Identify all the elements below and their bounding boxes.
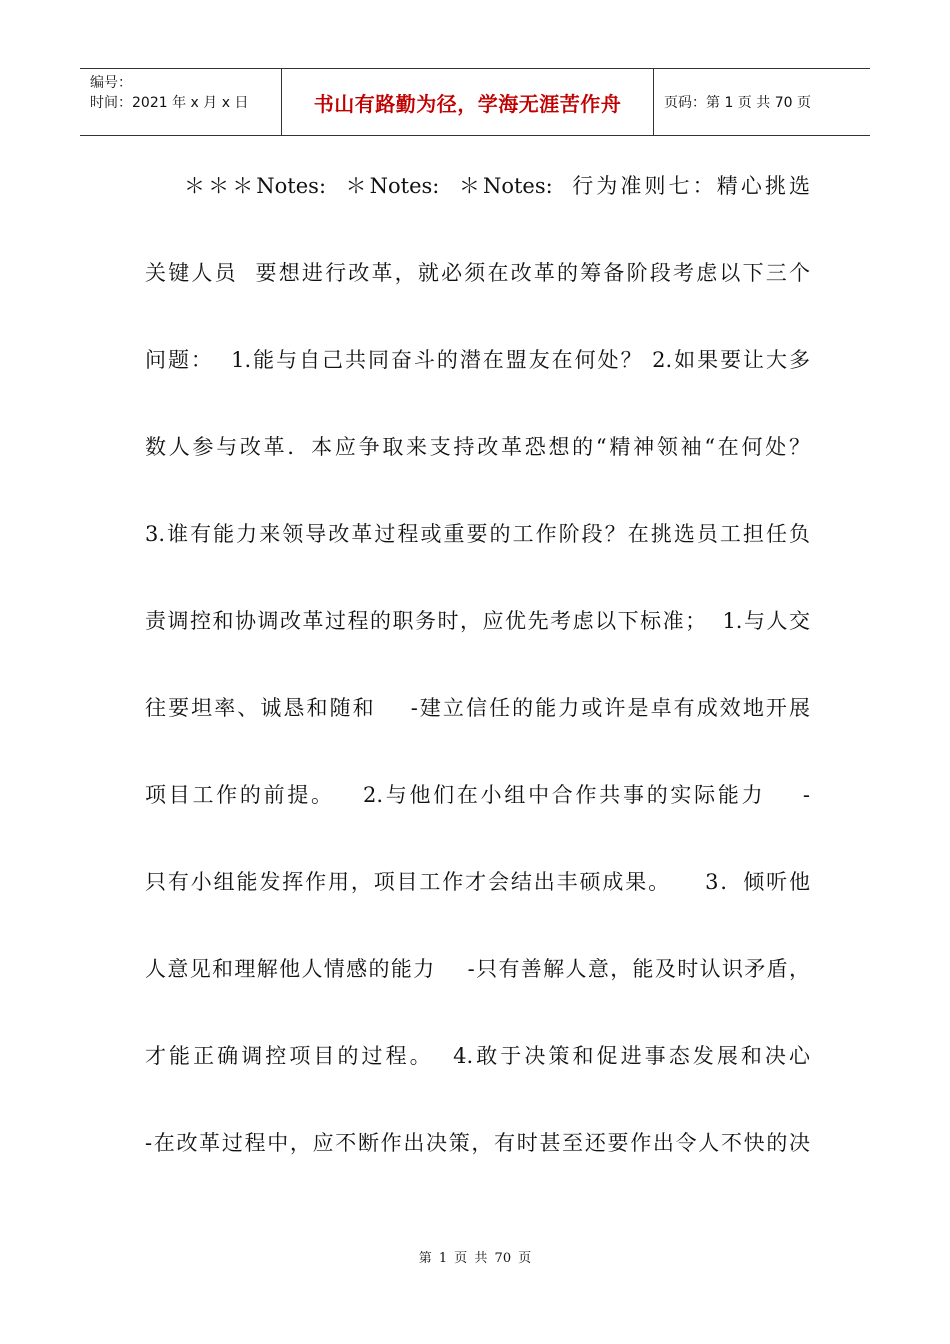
- header-meta: [80, 69, 282, 135]
- body-line: 才能正确调控项目的过程。 4.敢于决策和促进事态发展和决心: [145, 1044, 810, 1068]
- body-line: ＊＊＊Notes: ＊Notes: ＊Notes: 行为准则七：精心挑选: [145, 174, 810, 198]
- document-time-label: 时间：2021 年 x 月 x 日: [90, 95, 249, 111]
- body-line: 只有小组能发挥作用，项目工作才会结出丰硕成果。 3．倾听他: [145, 870, 810, 894]
- body-line: 项目工作的前提。 2.与他们在小组中合作共事的实际能力 -: [145, 783, 810, 807]
- body-line: 往要坦率、诚恳和随和 -建立信任的能力或许是卓有成效地开展: [145, 696, 810, 720]
- body-line: 人意见和理解他人情感的能力 -只有善解人意，能及时认识矛盾，: [145, 957, 810, 981]
- body-line: 责调控和协调改革过程的职务时，应优先考虑以下标准； 1.与人交: [145, 609, 810, 633]
- body-line: 关键人员 要想进行改革，就必须在改革的筹备阶段考虑以下三个: [145, 261, 810, 285]
- header-motto-cell: [282, 69, 654, 135]
- page-footer: 第 1 页 共 70 页: [418, 1251, 532, 1266]
- body-line: -在改革过程中，应不断作出决策，有时甚至还要作出令人不快的决: [145, 1131, 810, 1155]
- body-line: 问题： 1.能与自己共同奋斗的潜在盟友在何处？ 2.如果要让大多: [145, 348, 810, 372]
- page-header: [80, 68, 870, 136]
- body-line: 数人参与改革．本应争取来支持改革恐想的“精神领袖“在何处？: [145, 435, 810, 459]
- header-page-code: 页码：第 1 页 共 70 页: [664, 95, 811, 111]
- header-motto: 书山有路勤为径，学海无涯苦作舟: [313, 91, 622, 116]
- body-line: 3.谁有能力来领导改革过程或重要的工作阶段？在挑选员工担任负: [145, 522, 810, 546]
- document-number-label: 编号：: [90, 75, 132, 91]
- header-page-code-cell: [654, 69, 870, 135]
